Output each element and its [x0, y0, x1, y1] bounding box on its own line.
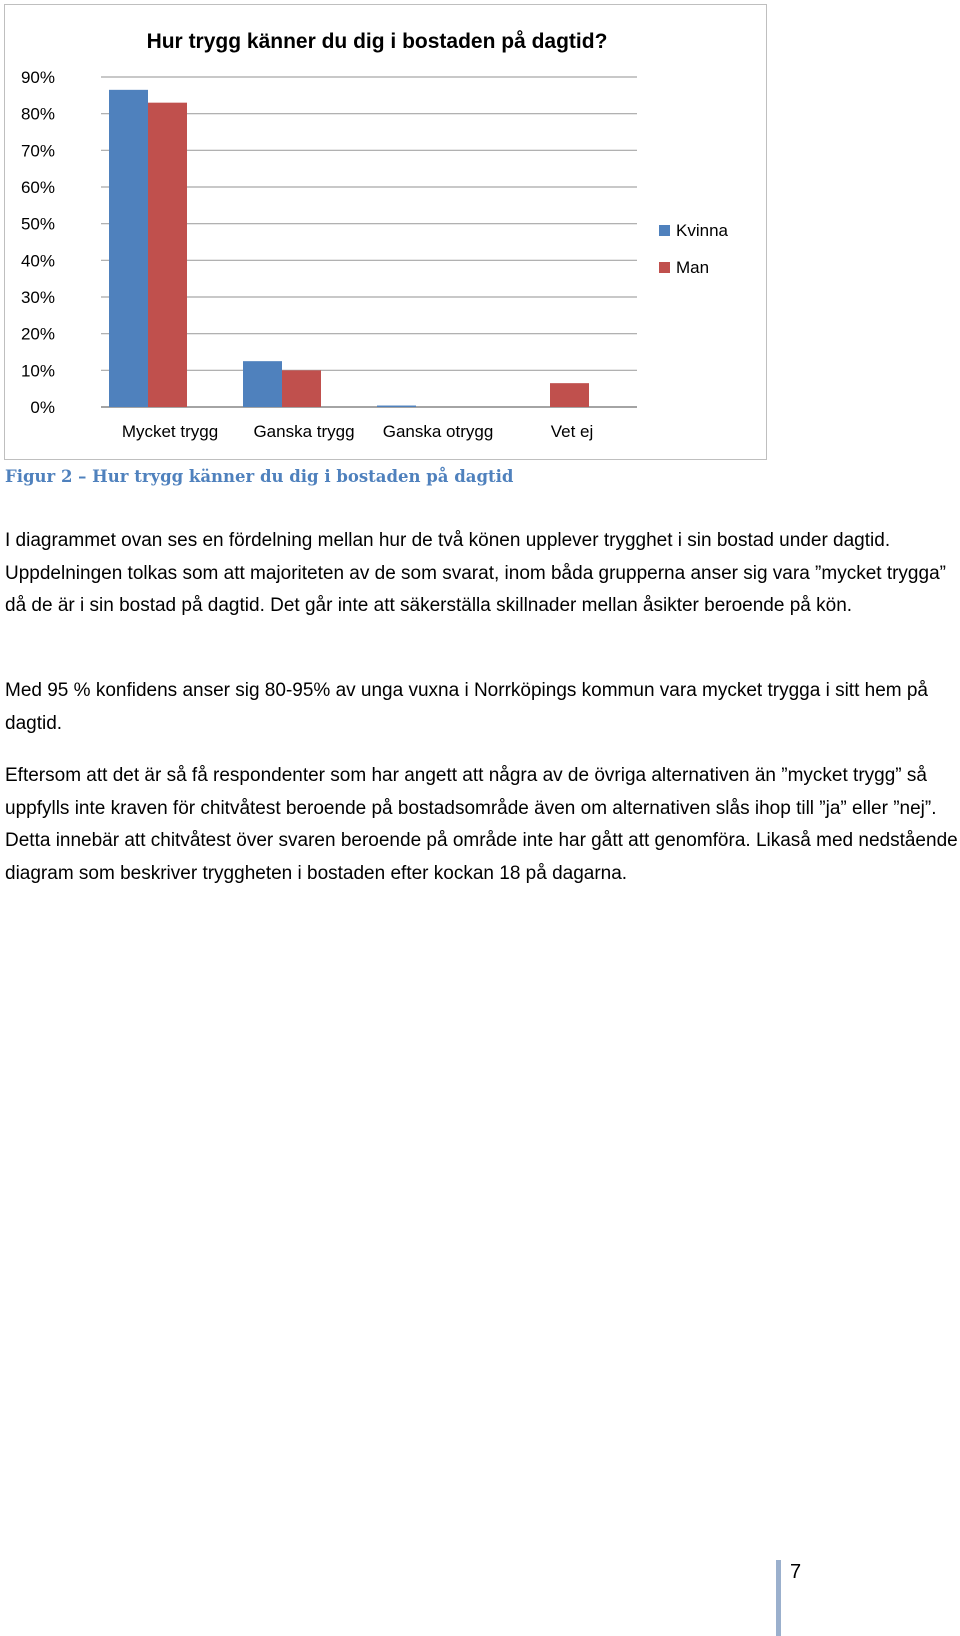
- page-number-bar: [776, 1560, 781, 1636]
- chart-frame: [4, 4, 767, 460]
- y-tick-label: 80%: [20, 104, 55, 124]
- bar-man-1: [282, 370, 321, 407]
- x-tick-label: Mycket trygg: [121, 422, 219, 441]
- bar-kvinna-2: [377, 406, 416, 407]
- y-tick-label: 40%: [20, 251, 55, 271]
- bar-kvinna-0: [109, 90, 148, 407]
- legend-label-kvinna: Kvinna: [676, 221, 728, 240]
- y-tick-label: 50%: [20, 214, 55, 234]
- y-tick-label: 90%: [20, 68, 55, 87]
- page-number: 7: [790, 1561, 802, 1583]
- bar-man-0: [148, 103, 187, 407]
- paragraph-2: Med 95 % konfidens anser sig 80-95% av unga vuxna i Norrköpings kommun vara mycket trygga i sitt hem på dagtid.: [5, 680, 929, 734]
- paragraph-3: Eftersom att det är så få respondenter som har angett att några av de övriga alternativen än ”mycket trygg” så uppfylls inte kraven för chitvåtest beroende på bostadsområde även om alternativen slås ihop till ”ja” eller ”nej”. Detta innebär att chitvåtest över svaren beroende på område inte har gått att genomföra. Likaså med nedstående diagram som beskriver tryggheten i bostaden efter kockan 18 på dagarna.: [5, 765, 958, 885]
- y-tick-label: 10%: [20, 361, 55, 381]
- y-tick-label: 70%: [20, 141, 55, 161]
- legend-label-man: Man: [676, 258, 710, 277]
- bar-chart: [5, 5, 768, 461]
- x-tick-label: Vet ej: [550, 422, 594, 441]
- y-tick-label: 60%: [20, 178, 55, 197]
- y-tick-label: 20%: [20, 324, 55, 344]
- paragraph-1: I diagrammet ovan ses en fördelning mellan hur de två könen upplever trygghet i sin bostad under dagtid. Uppdelningen tolkas som att majoriteten av de som svarat, inom båda grupperna anser sig vara ”mycket trygga” då de är i sin bostad på dagtid. Det går inte att säkerställa skillnader mellan åsikter beroende på kön.: [5, 530, 946, 617]
- bar-man-3: [550, 383, 589, 407]
- x-tick-label: Ganska otrygg: [382, 422, 494, 441]
- y-tick-label: 30%: [20, 288, 55, 307]
- y-tick-label: 0%: [30, 398, 55, 417]
- bar-kvinna-1: [243, 361, 282, 407]
- chart-title: Hur trygg känner du dig i bostaden på dagtid?: [146, 30, 608, 53]
- legend-swatch-man: [659, 262, 670, 273]
- legend-swatch-kvinna: [659, 225, 670, 236]
- x-tick-label: Ganska trygg: [253, 422, 355, 441]
- figure-caption: Figur 2 – Hur trygg känner du dig i bostaden på dagtid: [5, 467, 514, 486]
